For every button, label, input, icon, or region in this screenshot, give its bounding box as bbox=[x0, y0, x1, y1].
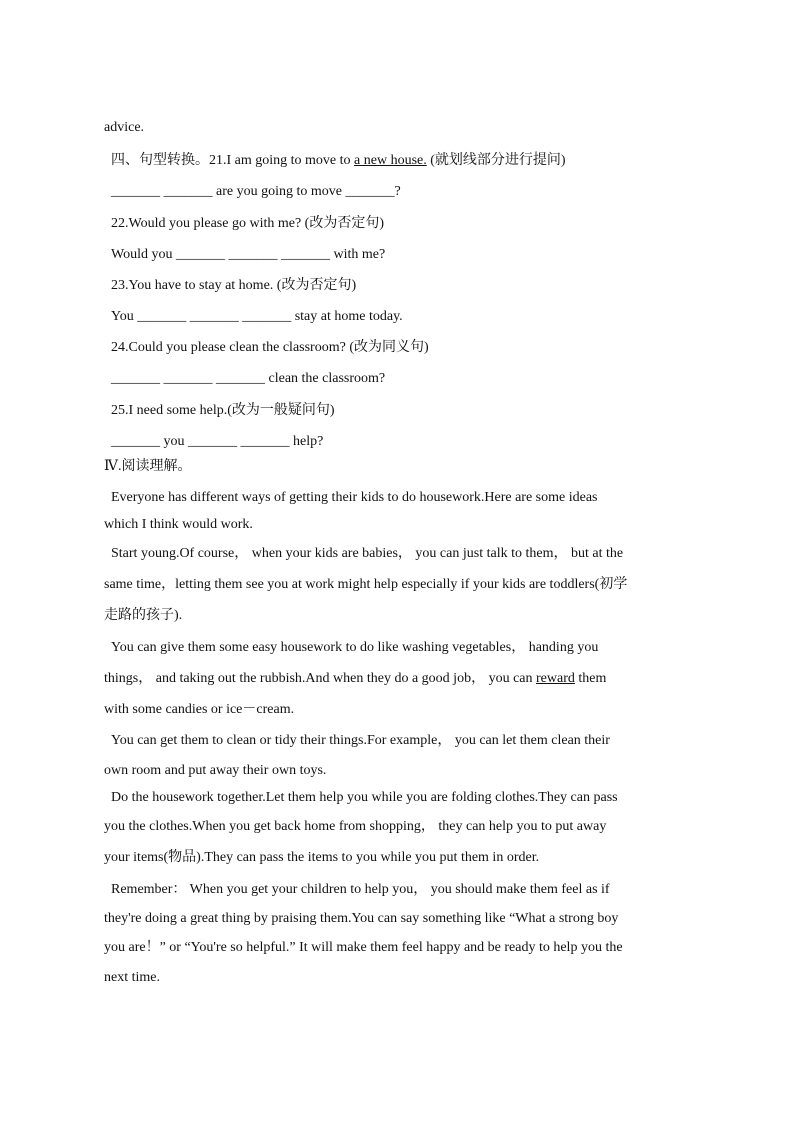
answer-line: Would you _______ _______ _______ with me? bbox=[111, 247, 386, 262]
paragraph-line: Remember： When you get your children to help you， you should make them feel as if bbox=[111, 882, 610, 897]
question-24: 24.Could you please clean the classroom? (改为同义句) bbox=[111, 340, 429, 355]
paragraph-line: Everyone has different ways of getting their kids to do housework.Here are some ideas bbox=[111, 490, 598, 505]
text-segment: them bbox=[574, 671, 607, 686]
paragraph-line bbox=[104, 670, 606, 688]
question-22: 22.Would you please go with me? (改为否定句) bbox=[111, 216, 384, 231]
paragraph-line: you the clothes.When you get back home from shopping， they can help you to put away bbox=[104, 819, 607, 834]
paragraph-line: which I think would work. bbox=[104, 517, 253, 532]
answer-line: _______ _______ are you going to move _______? bbox=[111, 184, 401, 199]
paragraph-line: your items(物品).They can pass the items to you while you put them in order. bbox=[104, 850, 540, 865]
paragraph-line: Do the housework together.Let them help you while you are folding clothes.They can pass bbox=[111, 790, 618, 805]
paragraph-line: they're doing a great thing by praising them.You can say something like “What a strong boy bbox=[104, 911, 619, 926]
question-25: 25.I need some help.(改为一般疑问句) bbox=[111, 403, 335, 418]
paragraph-line: 走路的孩子). bbox=[104, 608, 183, 623]
paragraph-line: You can get them to clean or tidy their things.For example， you can let them clean their bbox=[111, 733, 610, 748]
answer-line: You _______ _______ _______ stay at home today. bbox=[111, 309, 403, 324]
paragraph-line: with some candies or ice－cream. bbox=[104, 702, 295, 717]
paragraph-line: own room and put away their own toys. bbox=[104, 763, 327, 778]
paragraph-line: next time. bbox=[104, 970, 160, 985]
paragraph-line: same time，letting them see you at work might help especially if your kids are toddlers(初学 bbox=[104, 577, 628, 592]
instruction-text: (就划线部分进行提问) bbox=[426, 153, 566, 168]
text-segment: things， and taking out the rubbish.And when they do a good job， you can bbox=[104, 671, 536, 686]
answer-line: _______ you _______ _______ help? bbox=[111, 434, 324, 449]
text-line: advice. bbox=[104, 120, 145, 135]
paragraph-line: You can give them some easy housework to do like washing vegetables， handing you bbox=[111, 640, 599, 655]
question-21 bbox=[111, 152, 566, 170]
paragraph-line: Start young.Of course， when your kids are babies， you can just talk to them， but at the bbox=[111, 546, 624, 561]
paragraph-line: you are！” or “You're so helpful.” It will make them feel happy and be ready to help you the bbox=[104, 940, 623, 955]
underlined-phrase: a new house. bbox=[354, 153, 427, 168]
answer-line: _______ _______ _______ clean the classroom? bbox=[111, 371, 386, 386]
section-heading: Ⅳ.阅读理解。 bbox=[104, 459, 192, 474]
question-23: 23.You have to stay at home. (改为否定句) bbox=[111, 278, 357, 293]
underlined-word: reward bbox=[536, 671, 575, 686]
question-text: 四、句型转换。21.I am going to move to bbox=[111, 153, 355, 168]
